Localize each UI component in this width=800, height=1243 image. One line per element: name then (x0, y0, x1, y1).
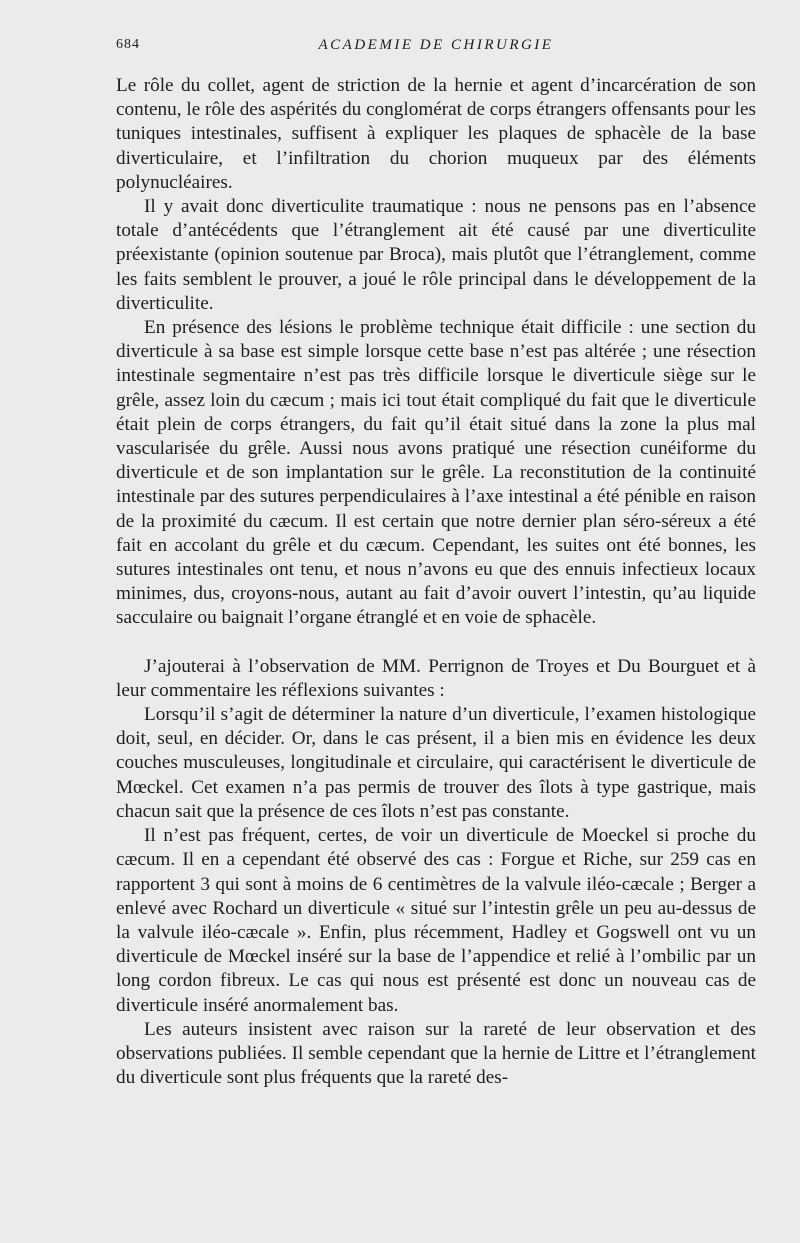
paragraph-cas-observes: Il n’est pas fréquent, certes, de voir un diverticule de Moeckel si proche du cæcum. Il en a cependant été observé des cas : Forgue et Riche, sur 259 cas en rapportent 3 qui sont à moins de 6 centimètres de la valvule iléo-cæcale ; Berger a enlevé avec Rochard un diverticule « situé sur l’intestin grêle un peu au-dessus de la valvule iléo-cæcale ». Enfin, plus récemment, Hadley et Gogswell ont vu un diverticule de Mœckel inséré sur la base de l’appendice et relié à l’ombilic par un long cordon fibreux. Le cas qui nous est présenté est donc un nouveau cas de diverticule inséré anormalement bas. (116, 825, 756, 1016)
paragraph-technique: En présence des lésions le problème technique était difficile : une section du diverticule à sa base est simple lorsque cette base n’est pas altérée ; une résection intestinale segmentaire n’est pas très difficile lorsque le diverticule siège sur le grêle, assez loin du cæcum ; mais ici tout était compliqué du fait que le diverticule était plein de corps étrangers, du fait qu’il était situé dans la zone la plus mal vascularisée du grêle. Aussi nous avons pratiqué une résection cunéiforme du diverticule et de son implantation sur le grêle. La reconstitution de la continuité intestinale par des sutures perpendiculaires à l’axe intestinal a été pénible en raison de la proximité du cæcum. Il est certain que notre dernier plan séro-séreux a été fait en accolant du grêle et du cæcum. Cependant, les suites ont été bonnes, les sutures intestinales ont tenu, et nous n’avons eu que des ennuis infectieux locaux minimes, dus, croyons-nous, autant au fait d’avoir ouvert l’intestin, qu’au liquide sacculaire ou baignait l’organe étranglé et en voie de sphacèle. (116, 317, 756, 629)
running-title: ACADEMIE DE CHIRURGIE (318, 37, 554, 53)
page-number: 684 (116, 37, 140, 52)
page-header (116, 37, 756, 59)
paragraph-observation-intro: J’ajouterai à l’observation de MM. Perrignon de Troyes et Du Bourguet et à leur commentaire les réflexions suivantes : (116, 655, 756, 701)
paragraph-rarete: Les auteurs insistent avec raison sur la rareté de leur observation et des observations publiées. Il semble cependant que la hernie de Littre et l’étranglement du diverticule sont plus fréquents que la rareté des- (116, 1018, 756, 1089)
paragraph-histologie: Lorsqu’il s’agit de déterminer la nature d’un diverticule, l’examen histologique doit, seul, en décider. Or, dans le cas présent, il a bien mis en évidence les deux couches musculeuses, longitudinale et circulaire, qui caractérisent le diverticule de Mœckel. Cet examen n’a pas permis de trouver des îlots à type gastrique, mais chacun sait que la présence de ces îlots n’est pas constante. (116, 704, 756, 822)
body-text (116, 74, 756, 1090)
paragraph-diverticulite: Il y avait donc diverticulite traumatique : nous ne pensons pas en l’absence totale d’antécédents que l’étranglement ait été causé par une diverticulite préexistante (opinion soutenue par Broca), mais plutôt que l’étranglement, comme les faits semblent le prouver, a joué le rôle principal dans le développement de la diverticulite. (116, 196, 756, 314)
paragraph-collet: Le rôle du collet, agent de striction de la hernie et agent d’incarcération de son contenu, le rôle des aspérités du conglomérat de corps étrangers offensants pour les tuniques intestinales, suffisent à expliquer les plaques de sphacèle de la base diverticulaire, et l’infiltration du chorion muqueux par des éléments polynucléaires. (116, 75, 756, 193)
